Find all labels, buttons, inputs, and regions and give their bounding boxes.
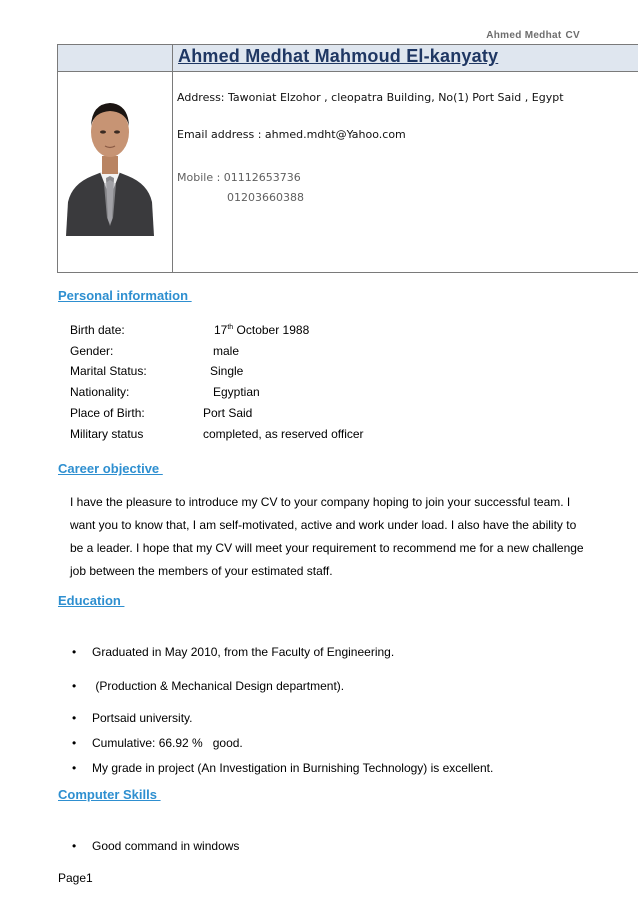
education-item-text: (Production & Mechanical Design department). xyxy=(92,679,345,693)
list-item xyxy=(72,736,243,750)
bullet-icon: • xyxy=(72,736,77,750)
list-item xyxy=(72,839,239,853)
portrait-icon xyxy=(62,80,158,236)
marital-value: Single xyxy=(210,364,244,378)
computer-skill-text: Good command in windows xyxy=(92,839,240,853)
running-header xyxy=(486,30,580,41)
gender-value: male xyxy=(213,344,240,358)
section-education: Education xyxy=(58,593,125,608)
education-item-text: Cumulative: 66.92 % good. xyxy=(92,736,243,750)
marital-label: Marital Status: xyxy=(70,364,147,378)
section-personal: Personal information xyxy=(58,288,192,303)
education-item-text: Portsaid university. xyxy=(92,711,193,725)
section-career: Career objective xyxy=(58,461,163,476)
section-computer-skills: Computer Skills xyxy=(58,787,161,802)
education-item-text: Graduated in May 2010, from the Faculty of Engineering. xyxy=(92,645,395,659)
mobile-line: Mobile : 01112653736 xyxy=(177,171,301,184)
list-item xyxy=(72,645,394,659)
military-value: completed, as reserved officer xyxy=(203,427,364,441)
bullet-icon: • xyxy=(72,679,77,693)
address-line: Address: Tawoniat Elzohor , cleopatra Building, No(1) Port Said , Egypt xyxy=(177,91,564,104)
list-item xyxy=(72,679,344,693)
list-item xyxy=(72,711,192,725)
bullet-icon: • xyxy=(72,839,77,853)
place-value: Port Said xyxy=(203,406,253,420)
gender-label: Gender: xyxy=(70,344,114,358)
bullet-icon: • xyxy=(72,645,77,659)
nationality-label: Nationality: xyxy=(70,385,130,399)
bullet-icon: • xyxy=(72,761,77,775)
email-line: Email address : ahmed.mdht@Yahoo.com xyxy=(177,128,406,141)
profile-photo xyxy=(62,80,158,236)
place-label: Place of Birth: xyxy=(70,406,145,420)
birth-value xyxy=(214,323,309,337)
career-line-1: I have the pleasure to introduce my CV to your company hoping to join your successful team. I xyxy=(70,495,571,509)
bullet-icon: • xyxy=(72,711,77,725)
birth-suffix: th xyxy=(227,324,234,331)
list-item xyxy=(72,761,493,775)
military-label: Military status xyxy=(70,427,144,441)
career-line-3: be a leader. I hope that my CV will meet your requirement to recommend me for a new challenge xyxy=(70,541,584,555)
education-item-text: My grade in project (An Investigation in Burnishing Technology) is excellent. xyxy=(92,761,494,775)
birth-day: 17 xyxy=(214,323,228,337)
birth-label: Birth date: xyxy=(70,323,125,337)
career-line-4: job between the members of your estimated staff. xyxy=(70,564,333,578)
header-name: Ahmed Medhat xyxy=(486,30,562,41)
birth-rest: October 1988 xyxy=(233,323,310,337)
nationality-value: Egyptian xyxy=(213,385,260,399)
career-line-2: want you to know that, I am self-motivated, active and work under load. I also have the ability to xyxy=(70,518,577,532)
mobile-second-line: 01203660388 xyxy=(227,191,304,204)
page-number: Page1 xyxy=(58,871,93,885)
header-cv-label: CV xyxy=(565,30,580,41)
full-name: Ahmed Medhat Mahmoud El-kanyaty xyxy=(178,46,499,66)
